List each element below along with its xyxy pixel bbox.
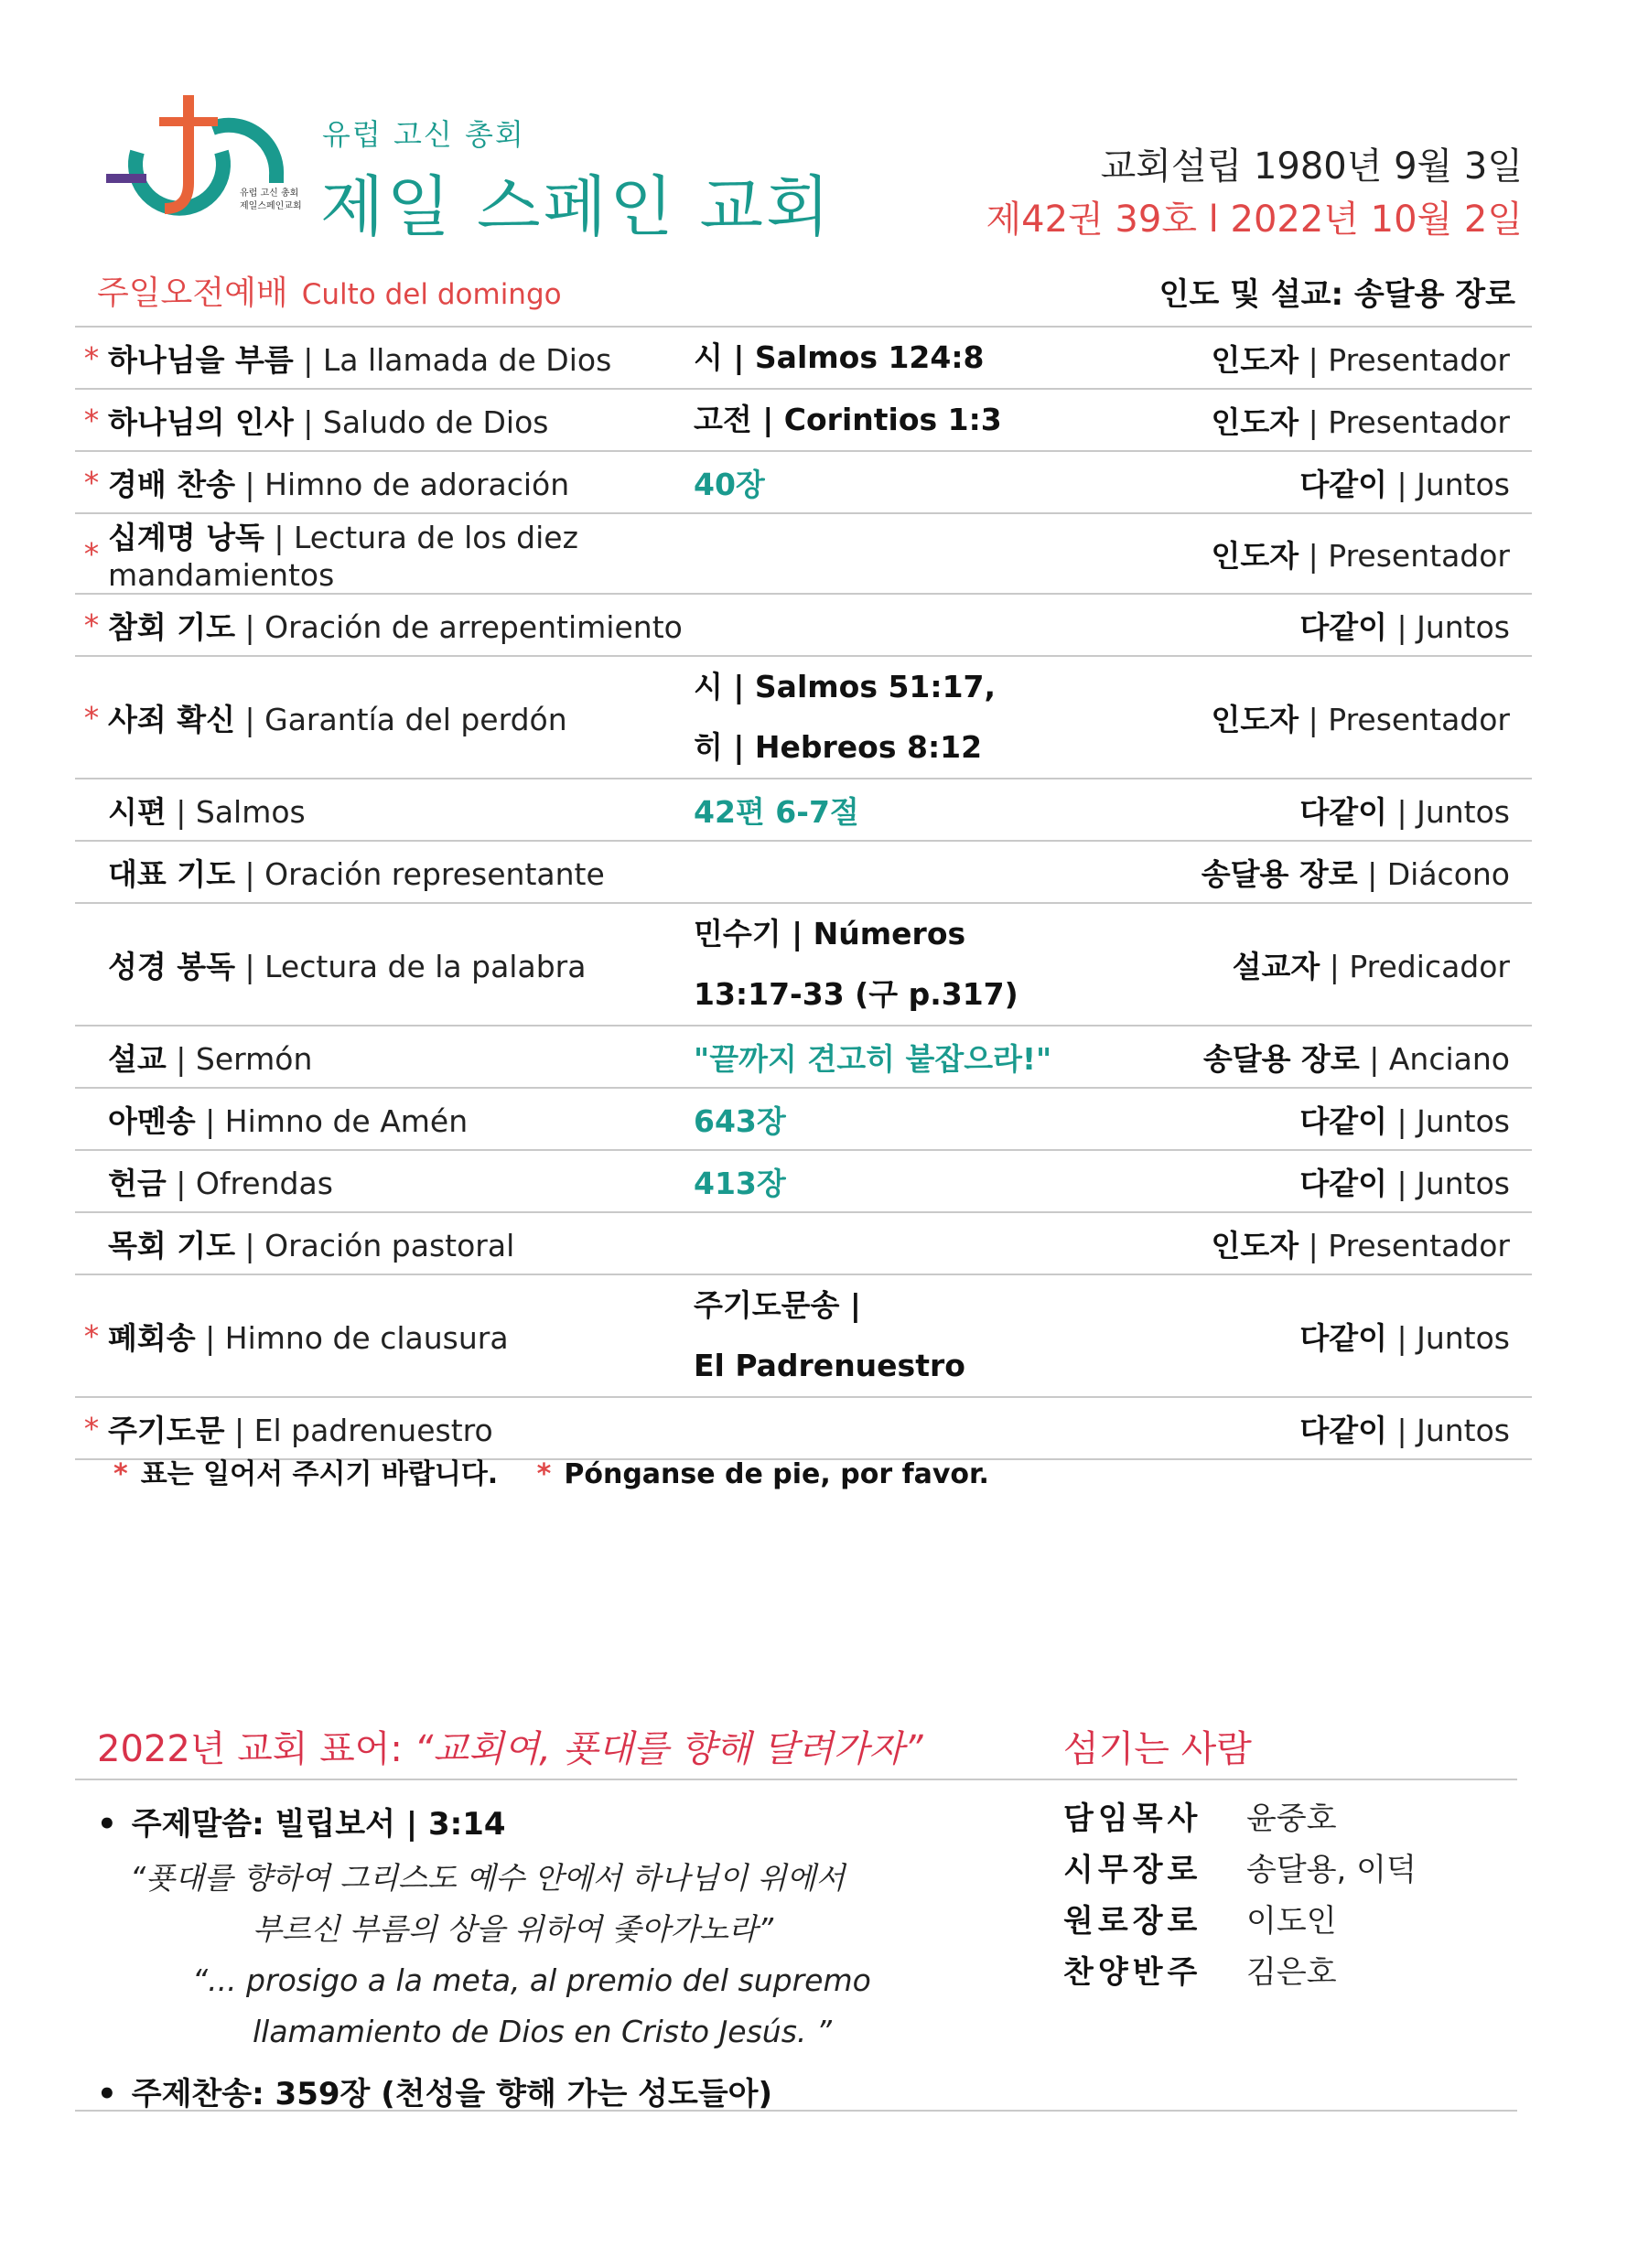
item-name (108, 1212, 694, 1274)
star-icon (75, 779, 108, 841)
servers-title: 섬기는 사람 (1063, 1728, 1252, 1770)
item-name-es: Oración pastoral (264, 1227, 515, 1263)
verse-ko-line2: 부르신 부름의 상을 위하여 좇아가노라” (253, 1911, 774, 1947)
separator: | (1369, 1040, 1389, 1077)
role-ko: 인도자 (1211, 537, 1299, 574)
item-name-es: Saludo de Dios (322, 403, 549, 440)
separator: | (205, 1102, 225, 1139)
separator: | (303, 341, 323, 378)
item-name-es: Himno de Amén (224, 1102, 469, 1139)
motto (97, 1720, 923, 1772)
preacher-info: 인도 및 설교: 송달용 장로 (1158, 276, 1515, 313)
issue-info: 제42권 39호 l 2022년 10월 2일 (986, 199, 1523, 241)
service-title-es: Culto del domingo (301, 278, 562, 311)
star-icon (75, 1088, 108, 1150)
role-es: Predicador (1349, 948, 1510, 984)
item-name (108, 841, 694, 903)
separator: | (1329, 948, 1350, 984)
item-role (1188, 1088, 1532, 1150)
role-es: Presentador (1328, 1227, 1510, 1263)
item-role (1188, 779, 1532, 841)
server-row (1063, 1844, 1417, 1896)
star-icon: * (75, 1274, 108, 1397)
motto-prefix: 2022년 교회 표어: (97, 1728, 415, 1770)
standing-note (113, 1451, 989, 1491)
order-row (75, 451, 1532, 513)
order-row (75, 1150, 1532, 1212)
bullet: • (97, 1806, 117, 1843)
role-es: Presentador (1328, 537, 1510, 574)
item-reference (694, 656, 1188, 779)
item-name-es: La llamada de Dios (322, 341, 612, 378)
item-reference (694, 513, 1188, 594)
star-icon: * (536, 1458, 552, 1490)
server-row (1063, 1896, 1417, 1947)
separator: | (1396, 1102, 1417, 1139)
star-icon: * (75, 327, 108, 389)
reference-line: 643장 (694, 1102, 786, 1139)
item-role (1188, 389, 1532, 451)
verse-ko-line1: “푯대를 향하여 그리스도 예수 안에서 하나님이 위에서 (130, 1860, 846, 1896)
reference-line: 13:17-33 (구 p.317) (694, 976, 1018, 1012)
star-icon (75, 903, 108, 1026)
role-es: Juntos (1417, 793, 1510, 830)
separator: | (176, 1165, 196, 1201)
separator: | (303, 403, 323, 440)
item-reference (694, 1088, 1188, 1150)
server-name: 송달용, 이덕 (1246, 1852, 1417, 1888)
item-name (108, 1397, 694, 1459)
item-role (1188, 1026, 1532, 1088)
reference-line: 시 | Salmos 51:17, (694, 669, 997, 704)
item-reference (694, 327, 1188, 389)
item-reference (694, 451, 1188, 513)
item-reference (694, 903, 1188, 1026)
theme-section (97, 1799, 1049, 2113)
item-role (1188, 327, 1532, 389)
item-role (1188, 656, 1532, 779)
role-es: Presentador (1328, 403, 1510, 440)
item-name-ko: 주기도문 (108, 1412, 225, 1448)
item-name-ko: 목회 기도 (108, 1227, 236, 1263)
role-es: Juntos (1417, 1319, 1510, 1356)
separator: | (274, 520, 294, 555)
church-name: 제일 스페인 교회 (320, 168, 833, 245)
role-ko: 설교자 (1232, 948, 1320, 984)
item-name-es: Sermón (195, 1040, 313, 1077)
item-role (1188, 1212, 1532, 1274)
role-es: Juntos (1417, 1102, 1510, 1139)
item-name-ko: 십계명 낭독 (108, 520, 264, 555)
role-ko: 다같이 (1299, 1102, 1387, 1139)
order-row (75, 513, 1532, 594)
role-ko: 인도자 (1211, 701, 1299, 737)
separator: | (1396, 1319, 1417, 1356)
role-ko: 송달용 장로 (1201, 855, 1358, 892)
item-name-es: Himno de clausura (224, 1319, 509, 1356)
item-role (1188, 1150, 1532, 1212)
item-name-es: Garantía del perdón (264, 701, 567, 737)
item-name (108, 779, 694, 841)
server-name: 윤중호 (1246, 1800, 1337, 1837)
item-role (1188, 1274, 1532, 1397)
item-reference (694, 1274, 1188, 1397)
standing-note-es: Pónganse de pie, por favor. (564, 1458, 989, 1490)
star-icon: * (75, 451, 108, 513)
servers-list (1063, 1793, 1417, 1998)
order-row (75, 779, 1532, 841)
separator: | (1396, 608, 1417, 645)
reference-line: "끝까지 견고히 붙잡으라!" (694, 1040, 1052, 1077)
item-name (108, 1026, 694, 1088)
item-role (1188, 594, 1532, 656)
role-es: Anciano (1388, 1040, 1510, 1077)
item-name (108, 389, 694, 451)
item-reference (694, 1397, 1188, 1459)
separator: | (244, 1227, 265, 1263)
item-name-es: Lectura de los diez mandamientos (108, 520, 578, 593)
item-name (108, 1150, 694, 1212)
order-row (75, 656, 1532, 779)
item-name-ko: 참회 기도 (108, 608, 236, 645)
item-name (108, 1088, 694, 1150)
separator: | (244, 608, 265, 645)
theme-hymn: 주제찬송: 359장 (천성을 향해 가는 성도들아) (131, 2076, 773, 2112)
item-reference (694, 1212, 1188, 1274)
item-name-ko: 폐회송 (108, 1319, 196, 1356)
separator: | (244, 701, 265, 737)
order-row (75, 1026, 1532, 1088)
role-ko: 다같이 (1299, 1165, 1387, 1201)
role-es: Juntos (1417, 1412, 1510, 1448)
star-icon: * (75, 656, 108, 779)
item-name-es: Ofrendas (195, 1165, 333, 1201)
item-name (108, 327, 694, 389)
server-row (1063, 1793, 1417, 1844)
order-of-worship-table (75, 326, 1532, 1460)
item-name-es: Oración representante (264, 855, 605, 892)
item-name-ko: 사죄 확신 (108, 701, 236, 737)
role-es: Presentador (1328, 701, 1510, 737)
item-name (108, 594, 694, 656)
role-ko: 인도자 (1211, 403, 1299, 440)
separator: | (1367, 855, 1387, 892)
order-row (75, 594, 1532, 656)
order-row (75, 1212, 1532, 1274)
item-name-ko: 대표 기도 (108, 855, 236, 892)
star-icon (75, 1150, 108, 1212)
separator: | (244, 466, 265, 502)
divider (75, 2110, 1517, 2112)
server-role: 찬양반주 (1063, 1954, 1202, 1991)
server-name: 김은호 (1246, 1954, 1337, 1991)
item-name-es: Lectura de la palabra (264, 948, 587, 984)
item-name-ko: 시편 (108, 793, 167, 830)
separator: | (1308, 1227, 1329, 1263)
item-name-es: El padrenuestro (253, 1412, 493, 1448)
separator: | (1308, 537, 1329, 574)
item-name-es: Oración de arrepentimiento (264, 608, 683, 645)
item-name-ko: 아멘송 (108, 1102, 196, 1139)
reference-line: 42편 6-7절 (694, 793, 859, 830)
item-role (1188, 841, 1532, 903)
order-row (75, 841, 1532, 903)
reference-line: 히 | Hebreos 8:12 (694, 729, 983, 765)
item-name (108, 656, 694, 779)
item-name-es: Himno de adoración (264, 466, 570, 502)
role-es: Juntos (1417, 1165, 1510, 1201)
reference-line: El Padrenuestro (694, 1348, 965, 1383)
item-name-ko: 성경 봉독 (108, 948, 236, 984)
separator: | (234, 1412, 254, 1448)
item-reference (694, 841, 1188, 903)
separator: | (176, 1040, 196, 1077)
item-reference (694, 594, 1188, 656)
separator: | (244, 855, 265, 892)
role-ko: 다같이 (1299, 1319, 1387, 1356)
item-name (108, 1274, 694, 1397)
order-row (75, 1274, 1532, 1397)
item-name (108, 513, 694, 594)
separator: | (1396, 466, 1417, 502)
order-row (75, 1397, 1532, 1459)
separator: | (1308, 341, 1329, 378)
logo-text-2: 제일스페인교회 (240, 201, 302, 211)
reference-line: 413장 (694, 1165, 786, 1201)
server-role: 시무장로 (1063, 1852, 1202, 1888)
star-icon: * (75, 389, 108, 451)
role-ko: 다같이 (1299, 608, 1387, 645)
separator: | (1308, 701, 1329, 737)
item-name-ko: 하나님의 인사 (108, 403, 294, 440)
star-icon (75, 1026, 108, 1088)
star-icon: * (75, 1397, 108, 1459)
item-role (1188, 513, 1532, 594)
reference-line: 주기도문송 | (694, 1287, 861, 1323)
order-row (75, 1088, 1532, 1150)
standing-note-ko: 표는 일어서 주시기 바랍니다. (140, 1458, 499, 1490)
reference-line: 40장 (694, 466, 765, 502)
verse-es-line1: “... prosigo a la meta, al premio del supremo (192, 1962, 871, 1998)
server-role: 담임목사 (1063, 1800, 1202, 1837)
verse-es-line2: llamamiento de Dios en Cristo Jesús. ” (253, 2014, 832, 2049)
bullet: • (97, 2076, 117, 2112)
role-ko: 송달용 장로 (1202, 1040, 1360, 1077)
separator: | (1396, 1165, 1417, 1201)
role-ko: 다같이 (1299, 1412, 1387, 1448)
server-row (1063, 1947, 1417, 1998)
role-es: Juntos (1417, 466, 1510, 502)
star-icon: * (75, 594, 108, 656)
logo-text-1: 유럽 고신 총회 (240, 188, 299, 199)
role-ko: 다같이 (1299, 793, 1387, 830)
order-row (75, 903, 1532, 1026)
star-icon: * (113, 1458, 128, 1490)
item-reference (694, 389, 1188, 451)
item-role (1188, 451, 1532, 513)
service-title-ko: 주일오전예배 (97, 274, 288, 312)
order-row (75, 389, 1532, 451)
founded-date: 교회설립 1980년 9월 3일 (1100, 145, 1523, 188)
item-name (108, 903, 694, 1026)
separator: | (1396, 793, 1417, 830)
separator: | (176, 793, 196, 830)
server-role: 원로장로 (1063, 1903, 1202, 1940)
star-icon: * (75, 513, 108, 594)
item-role (1188, 903, 1532, 1026)
item-reference (694, 1150, 1188, 1212)
role-ko: 인도자 (1211, 1227, 1299, 1263)
reference-line: 민수기 | Números (694, 916, 966, 951)
role-ko: 다같이 (1299, 466, 1387, 502)
separator: | (1396, 1412, 1417, 1448)
service-header (97, 267, 1515, 322)
item-name-ko: 경배 찬송 (108, 466, 236, 502)
org-name: 유럽 고신 총회 (322, 117, 525, 152)
item-reference (694, 1026, 1188, 1088)
motto-quote: “교회여, 푯대를 향해 달려가자” (414, 1728, 923, 1770)
separator: | (205, 1319, 225, 1356)
reference-line: 시 | Salmos 124:8 (694, 339, 985, 375)
role-es: Juntos (1417, 608, 1510, 645)
star-icon (75, 1212, 108, 1274)
item-name-es: Salmos (195, 793, 306, 830)
separator: | (1308, 403, 1329, 440)
divider (75, 1779, 1517, 1780)
item-name (108, 451, 694, 513)
item-reference (694, 779, 1188, 841)
item-name-ko: 헌금 (108, 1165, 167, 1201)
reference-line: 고전 | Corintios 1:3 (694, 402, 1002, 437)
item-name-ko: 설교 (108, 1040, 167, 1077)
role-ko: 인도자 (1211, 341, 1299, 378)
church-logo (102, 91, 302, 238)
item-role (1188, 1397, 1532, 1459)
separator: | (244, 948, 265, 984)
item-name-ko: 하나님을 부름 (108, 341, 294, 378)
role-es: Presentador (1328, 341, 1510, 378)
server-name: 이도인 (1246, 1903, 1337, 1940)
role-es: Diácono (1386, 855, 1510, 892)
star-icon (75, 841, 108, 903)
order-row (75, 327, 1532, 389)
theme-verse-label: 주제말씀: 빌립보서 | 3:14 (131, 1806, 506, 1843)
